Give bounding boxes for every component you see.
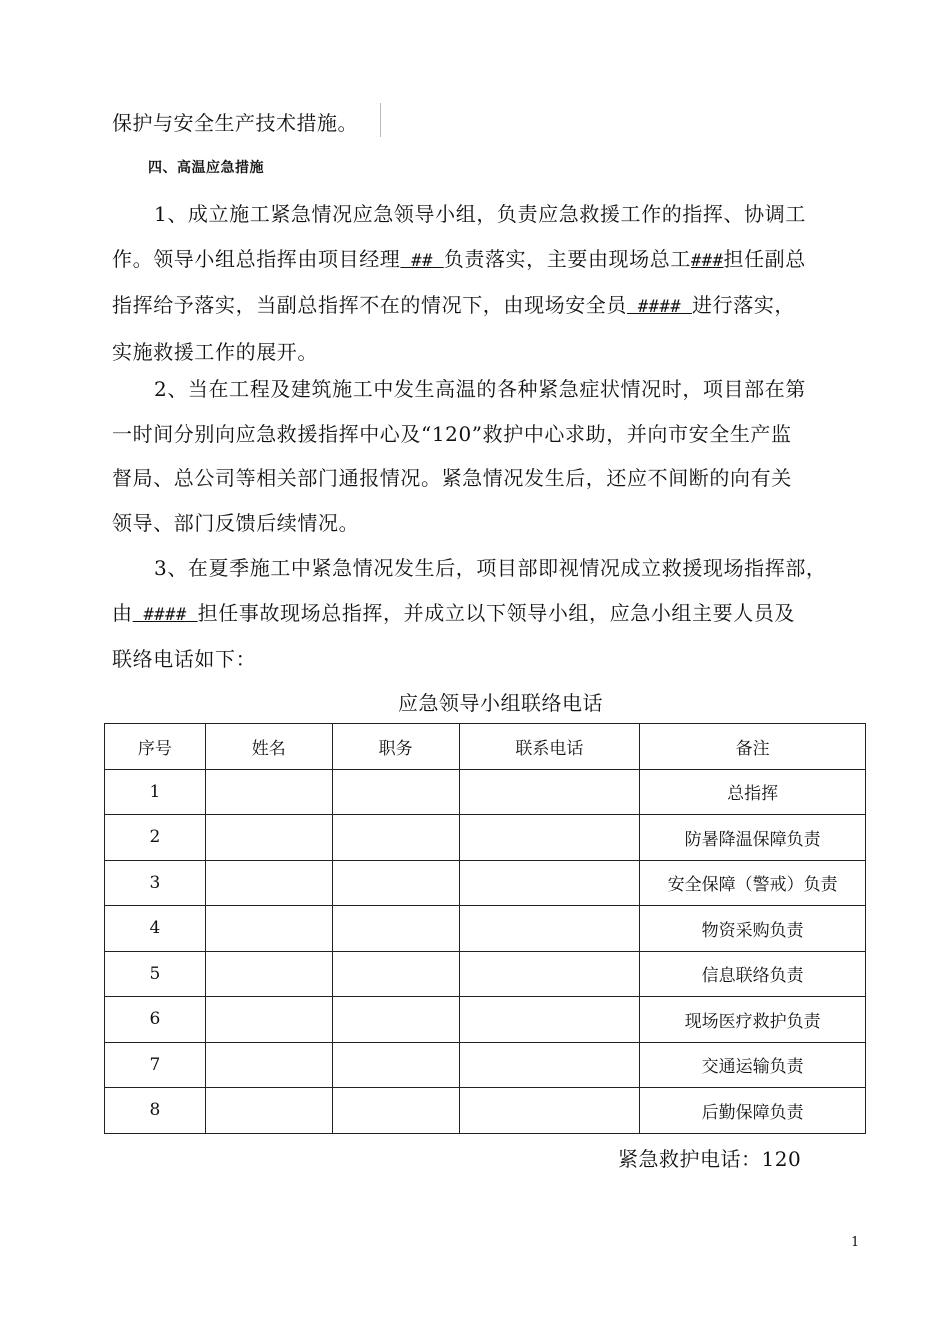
- header-name: 姓名: [205, 724, 332, 770]
- cursor-mark: [380, 103, 381, 137]
- cell-name: [205, 997, 332, 1043]
- commander-placeholder: ####: [132, 604, 198, 625]
- cell-phone: [459, 951, 640, 997]
- table-row: [105, 1088, 866, 1134]
- table-row: [105, 997, 866, 1043]
- cell-phone: [459, 906, 640, 952]
- table-row: [105, 1042, 866, 1088]
- cell-name: [205, 951, 332, 997]
- cell-position: [332, 769, 459, 815]
- table-title: 应急领导小组联络电话: [398, 691, 603, 715]
- cell-phone: [459, 769, 640, 815]
- paragraph-2-line-1: 2、当在工程及建筑施工中发生高温的各种紧急症状情况时，项目部在第: [154, 377, 806, 401]
- cell-phone: [459, 815, 640, 861]
- paragraph-2: [112, 367, 868, 545]
- cell-name: [205, 1042, 332, 1088]
- header-position: 职务: [332, 724, 459, 770]
- cell-index: 1: [105, 769, 206, 815]
- paragraph-1-line-2: [112, 237, 868, 284]
- table-header-row: [105, 724, 866, 770]
- text: 由: [112, 600, 133, 625]
- chief-engineer-placeholder: ###: [690, 250, 724, 271]
- cell-remark: 防暑降温保障负责: [640, 815, 866, 861]
- cell-position: [332, 906, 459, 952]
- cell-remark: 信息联络负责: [640, 951, 866, 997]
- cell-index: 5: [105, 951, 206, 997]
- cell-name: [205, 1088, 332, 1134]
- cell-remark: 物资采购负责: [640, 906, 866, 952]
- text: 负责落实，主要由现场总工: [443, 246, 691, 271]
- paragraph-3-line-3: 联络电话如下：: [112, 647, 257, 671]
- cell-index: 6: [105, 997, 206, 1043]
- cell-name: [205, 769, 332, 815]
- table-row: [105, 860, 866, 906]
- paragraph-1-line-3: [112, 283, 868, 330]
- manager-placeholder: ##: [400, 250, 444, 271]
- paragraph-1-line-4: 实施救援工作的展开。: [112, 339, 318, 364]
- cell-phone: [459, 860, 640, 906]
- cell-phone: [459, 1042, 640, 1088]
- cell-remark: 总指挥: [640, 769, 866, 815]
- cell-position: [332, 1042, 459, 1088]
- paragraph-3-line-2: [112, 591, 868, 638]
- text: 指挥给予落实，当副总指挥不在的情况下，由现场安全员: [112, 293, 627, 317]
- paragraph-3-line-1: 3、在夏季施工中紧急情况发生后，项目部即视情况成立救援现场指挥部，: [154, 556, 827, 580]
- text: 担任副总: [723, 246, 806, 271]
- cell-name: [205, 815, 332, 861]
- header-index: 序号: [105, 724, 206, 770]
- table-row: [105, 951, 866, 997]
- cell-remark: 后勤保障负责: [640, 1088, 866, 1134]
- cell-remark: 安全保障（警戒）负责: [640, 860, 866, 906]
- cell-index: 7: [105, 1042, 206, 1088]
- continued-text-line: 保护与安全生产技术措施。: [112, 111, 358, 135]
- paragraph-1-line-1: 1、成立施工紧急情况应急领导小组，负责应急救援工作的指挥、协调工: [154, 202, 806, 226]
- cell-name: [205, 906, 332, 952]
- cell-position: [332, 1088, 459, 1134]
- text: 作。领导小组总指挥由项目经理: [112, 246, 401, 271]
- section-heading: 四、高温应急措施: [148, 160, 264, 176]
- cell-position: [332, 815, 459, 861]
- text: 进行落实，: [692, 293, 796, 317]
- paragraph-3: [112, 546, 868, 682]
- table-row: [105, 769, 866, 815]
- safety-officer-placeholder: ####: [627, 297, 693, 317]
- text: 担任事故现场总指挥，并成立以下领导小组，应急小组主要人员及: [197, 600, 796, 625]
- table-row: [105, 815, 866, 861]
- paragraph-2-line-2: 一时间分别向应急救援指挥中心及“120”救护中心求助，并向市安全生产监: [112, 421, 792, 446]
- cell-position: [332, 951, 459, 997]
- header-phone: 联系电话: [459, 724, 640, 770]
- table-row: [105, 906, 866, 952]
- contact-table: [104, 723, 866, 1134]
- paragraph-1: [112, 192, 868, 374]
- emergency-phone: 紧急救护电话：120: [618, 1147, 802, 1171]
- header-remark: 备注: [640, 724, 866, 770]
- cell-position: [332, 997, 459, 1043]
- cell-position: [332, 860, 459, 906]
- cell-index: 3: [105, 860, 206, 906]
- cell-phone: [459, 997, 640, 1043]
- cell-index: 4: [105, 906, 206, 952]
- paragraph-2-line-3: 督局、总公司等相关部门通报情况。紧急情况发生后，还应不间断的向有关: [112, 466, 792, 490]
- cell-index: 8: [105, 1088, 206, 1134]
- cell-remark: 现场医疗救护负责: [640, 997, 866, 1043]
- cell-phone: [459, 1088, 640, 1134]
- paragraph-2-line-4: 领导、部门反馈后续情况。: [112, 510, 360, 535]
- cell-remark: 交通运输负责: [640, 1042, 866, 1088]
- cell-name: [205, 860, 332, 906]
- page-number: 1: [851, 1235, 860, 1250]
- cell-index: 2: [105, 815, 206, 861]
